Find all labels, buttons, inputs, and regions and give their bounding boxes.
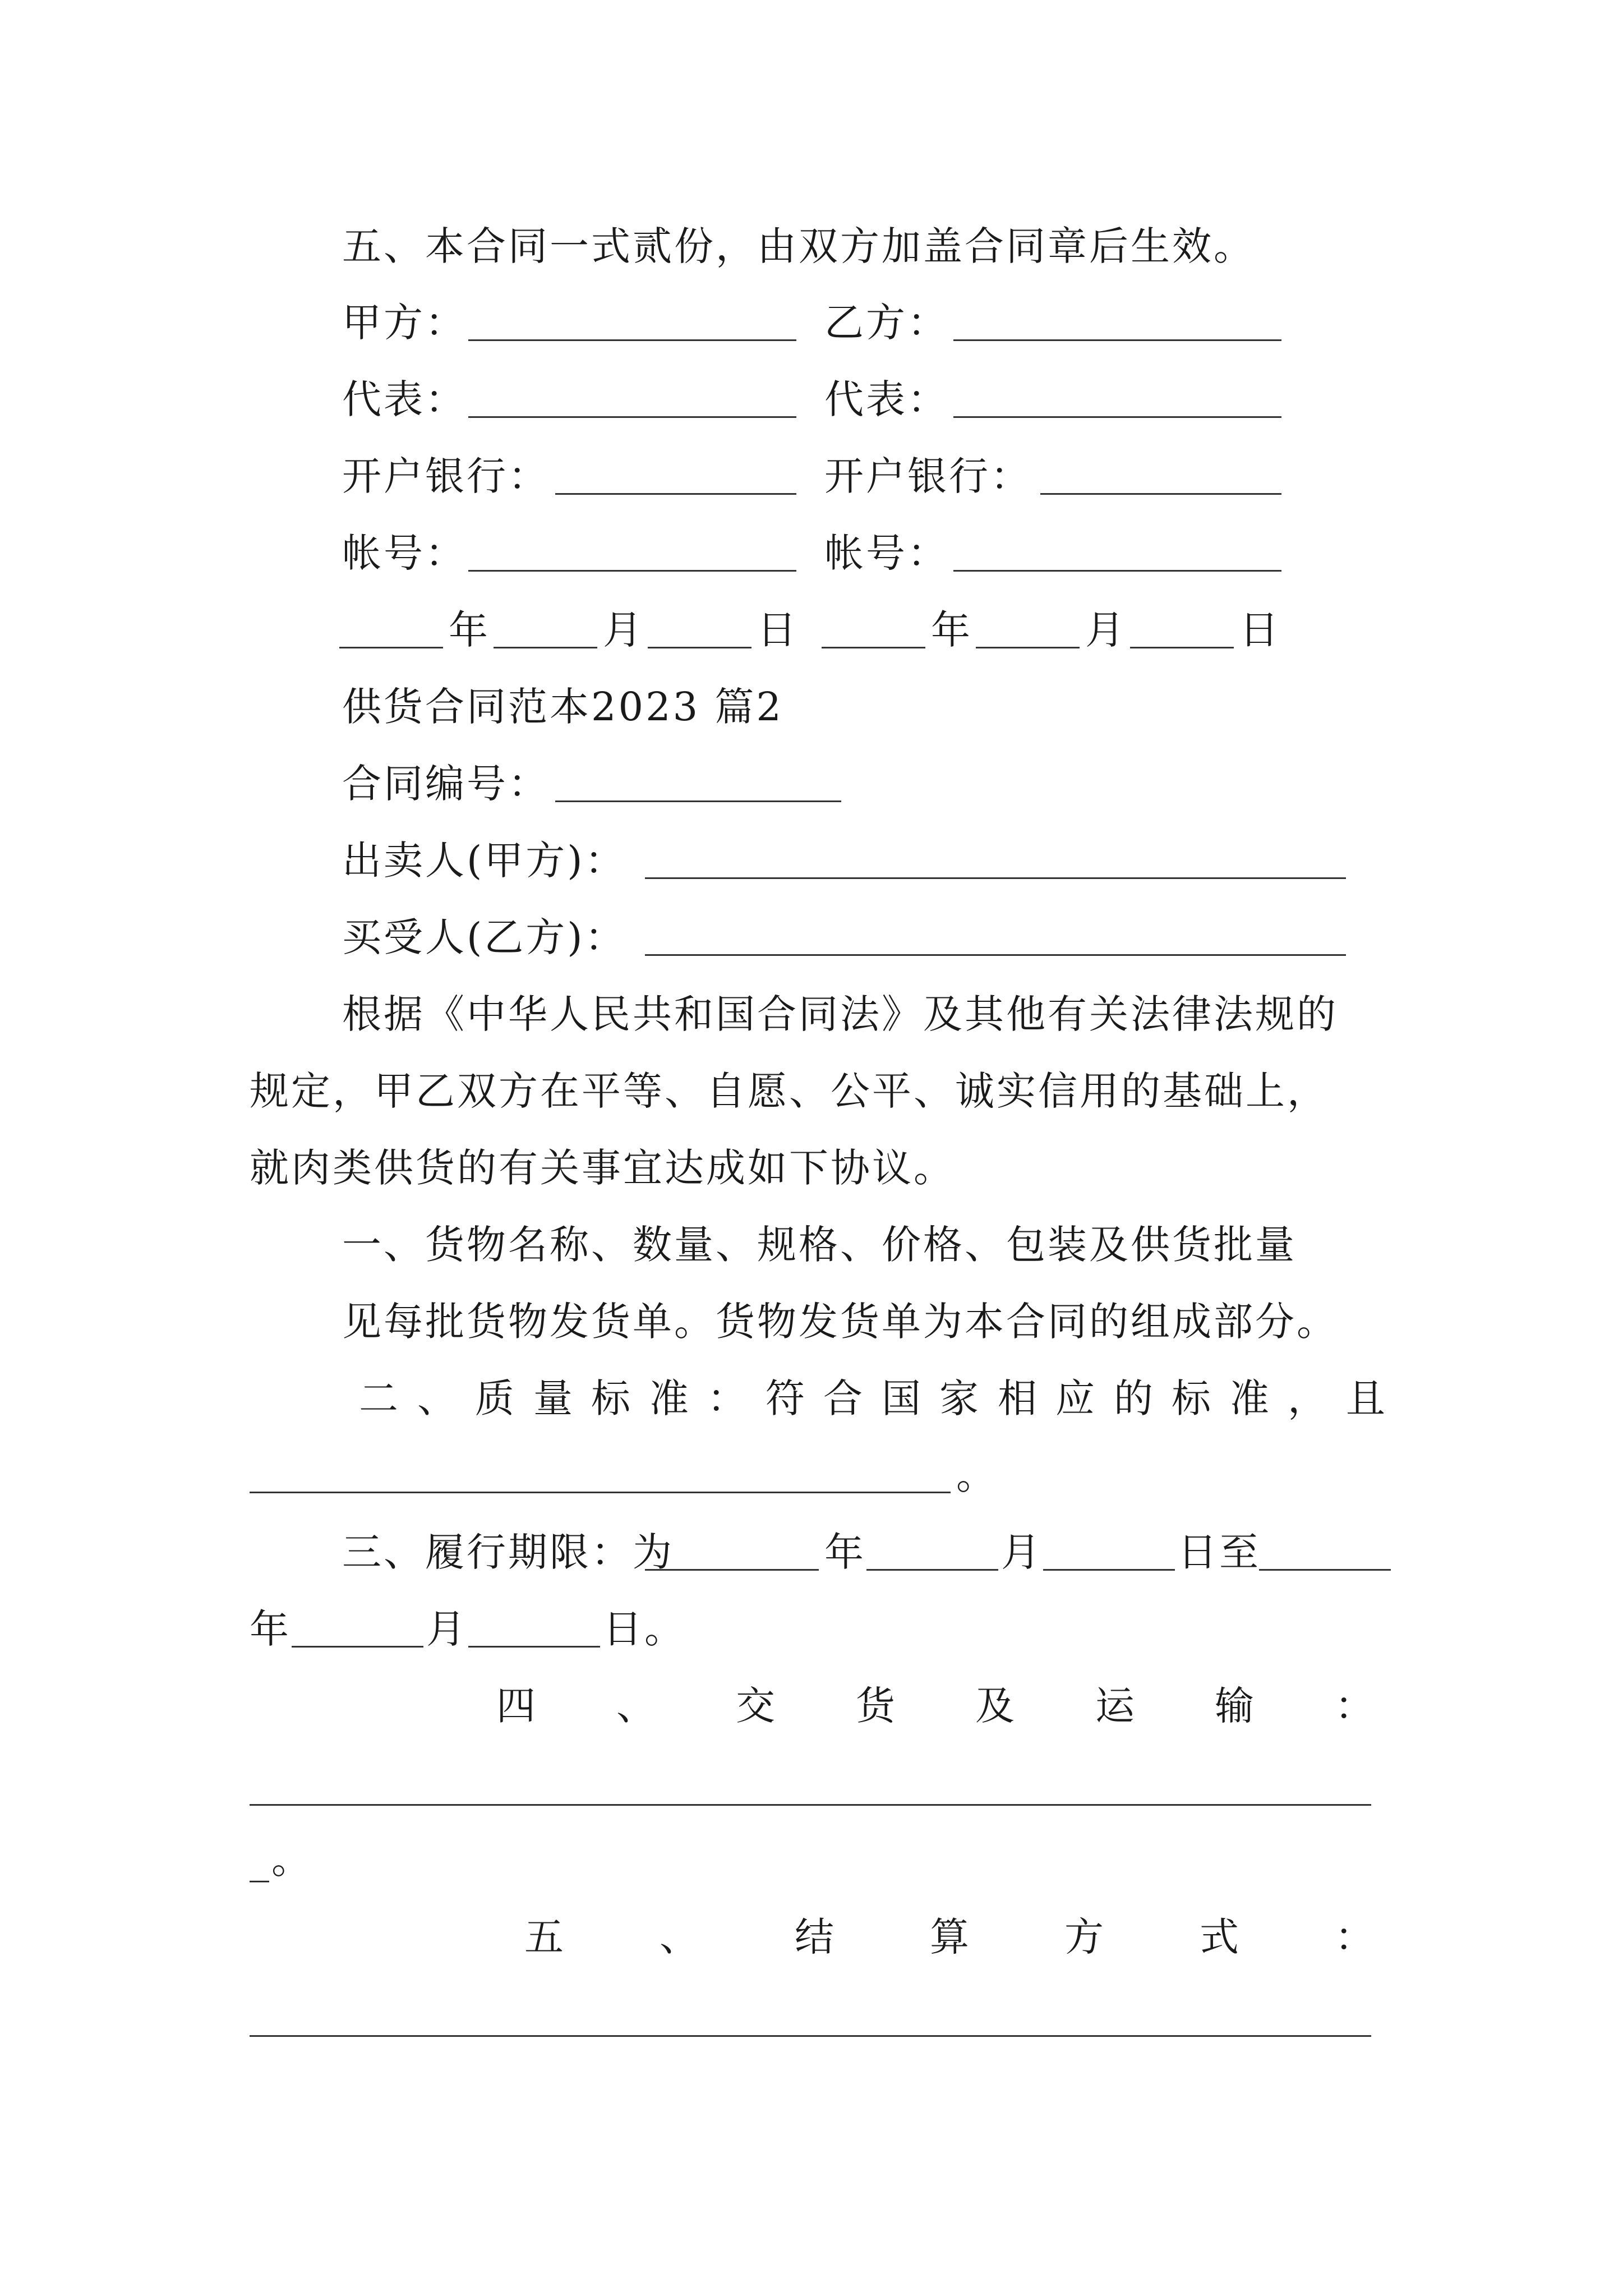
clause-5-char: 式 [1200,1914,1239,1960]
party-b-label: 乙方： [824,300,949,346]
date-b-year: 年 [931,607,972,653]
clause-2-char: 国 [882,1375,921,1421]
clause-2-char: 的 [1114,1375,1153,1421]
account-b-blank [953,570,1281,572]
bank-b-label: 开户银行： [824,453,1032,499]
clause-2-char: 、 [417,1375,457,1421]
clause-2-char: 质 [475,1375,514,1421]
clause-4-char: ： [1335,1683,1374,1729]
date-a-day-blank [648,647,751,648]
clause-4-char: 、 [616,1683,656,1729]
date-a-month: 月 [603,607,644,653]
clause-4-blank [250,1804,1371,1806]
seller-label: 出卖人(甲方)： [342,838,626,884]
clause-4-char: 四 [496,1683,536,1729]
contract-number-blank [555,800,841,802]
clause-2-char: 准 [649,1375,689,1421]
bank-a-label: 开户银行： [342,453,550,499]
clause-5-char: 、 [660,1914,699,1960]
preamble-line-3: 就肉类供货的有关事宜达成如下协议。 [250,1145,955,1191]
clause-2-char: 且 [1346,1375,1385,1421]
party-a-label: 甲方： [342,300,467,346]
clause-5-char: ： [1335,1914,1374,1960]
clause-3-to: 日至 [1178,1529,1261,1575]
clause-2-char: 符 [766,1375,805,1421]
clause-2-char: 标 [591,1375,630,1421]
seller-blank [645,877,1346,879]
preamble-line-2: 规定，甲乙双方在平等、自愿、公平、诚实信用的基础上， [250,1068,1329,1114]
rep-b-label: 代表： [824,376,949,422]
date-b-day: 日 [1239,607,1281,653]
clause-3-end-month: 月 [426,1606,468,1652]
clause-2-period: 。 [956,1452,998,1498]
clause-2-char: 二 [359,1375,398,1421]
clause-3-month-blank [866,1569,998,1571]
clause-4-char: 货 [856,1683,895,1729]
clause-3-end-year-blank [1259,1569,1391,1571]
party-b-blank [953,339,1281,341]
clause-4-end: _。 [250,1837,313,1883]
date-a-day: 日 [757,607,799,653]
clause-3-end-month-blank [292,1646,423,1648]
clause-4-char: 及 [975,1683,1015,1729]
clause-4-char: 交 [736,1683,775,1729]
contract-number-label: 合同编号： [342,761,550,807]
clause-3-end-day-blank [468,1646,600,1648]
clause-1-title: 一、货物名称、数量、规格、价格、包装及供货批量 [342,1222,1297,1268]
clause-5-char: 方 [1064,1914,1104,1960]
date-b-day-blank [1130,647,1234,648]
clause-3-end-year: 年 [250,1606,291,1652]
account-a-label: 帐号： [342,530,467,576]
clause-2-char: 应 [1055,1375,1095,1421]
clause-2-char: 合 [823,1375,863,1421]
rep-a-label: 代表： [342,376,467,422]
clause-3-end-day: 日。 [603,1606,686,1652]
clause-3-year-blank [645,1569,819,1571]
buyer-label: 买受人(乙方)： [342,914,626,960]
account-b-label: 帐号： [824,530,949,576]
clause-3-label: 三、履行期限：为 [342,1529,674,1575]
rep-a-blank [468,416,796,418]
clause-1-detail: 见每批货物发货单。货物发货单为本合同的组成部分。 [342,1299,1338,1345]
clause-5-blank [250,2035,1371,2037]
clause-2-char: 相 [998,1375,1037,1421]
section-heading: 供货合同范本2023 篇2 [342,684,783,730]
clause-4-char: 输 [1215,1683,1254,1729]
clause-5-char: 算 [930,1914,969,1960]
date-b-year-blank [822,647,925,648]
clause-2-char: ， [1288,1375,1327,1421]
clause-2-char: 家 [939,1375,979,1421]
buyer-blank [645,954,1346,956]
clause-2-char: 标 [1172,1375,1211,1421]
bank-b-blank [1040,493,1281,495]
bank-a-blank [555,493,796,495]
date-b-month-blank [976,647,1080,648]
clause-5-char: 五 [524,1914,564,1960]
clause-2-char: 量 [533,1375,573,1421]
date-a-year: 年 [449,607,490,653]
rep-b-blank [953,416,1281,418]
clause-2-blank [250,1492,951,1493]
clause-5-effective: 五、本合同一式贰份，由双方加盖合同章后生效。 [342,223,1255,269]
clause-3-year: 年 [824,1529,866,1575]
clause-3-day-blank [1043,1569,1175,1571]
preamble-line-1: 根据《中华人民共和国合同法》及其他有关法律法规的 [342,991,1338,1037]
clause-2-char: 准 [1230,1375,1269,1421]
clause-4-char: 运 [1095,1683,1135,1729]
account-a-blank [468,570,796,572]
clause-5-char: 结 [795,1914,834,1960]
date-a-month-blank [494,647,597,648]
clause-3-month: 月 [1001,1529,1043,1575]
clause-2-char: ： [707,1375,746,1421]
party-a-blank [468,339,796,341]
date-a-year-blank [339,647,443,648]
date-b-month: 月 [1085,607,1127,653]
